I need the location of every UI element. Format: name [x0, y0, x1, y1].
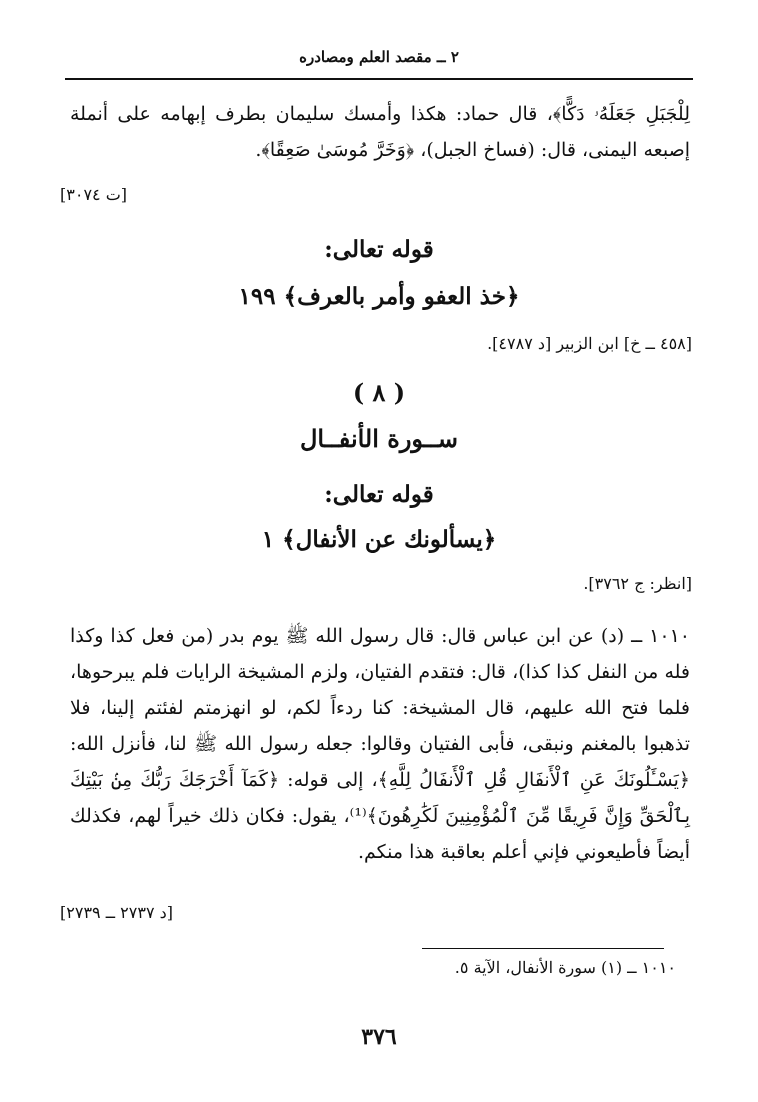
heading-qawl-1: قوله تعالى:	[324, 236, 434, 263]
hadith-1010: ١٠١٠ ــ (د) عن ابن عباس قال: قال رسول الله ﷺ يوم بدر (من فعل كذا وكذا فله من النفل كذا كذا)، قال: فتقدم الفتيان، ولزم المشيخة الرايات فلم يبرحوها، فلما فتح الله عليهم، قال المشيخة: كنا ردءاً لكم، لو انهزمتم لفئتم إلينا، فلا تذهبوا بالمغنم ونبقى، فأبى الفتيان وقالوا: جعله رسول الله ﷺ لنا، فأنزل الله: ﴿يَسْـَٔلُونَكَ عَنِ ٱلْأَنفَالِ قُلِ ٱلْأَنفَالُ لِلَّهِ﴾، إلى قوله: ﴿كَمَآ أَخْرَجَكَ رَبُّكَ مِنۢ بَيْتِكَ بِٱلْحَقِّ وَإِنَّ فَرِيقًا مِّنَ ٱلْمُؤْمِنِينَ لَكَٰرِهُونَ﴾⁽¹⁾، يقول: فكان ذلك خيراً لهم، فكذلك أيضاً فأطيعوني فإني أعلم بعاقبة هذا منكم.	[70, 625, 690, 863]
heading-verse-1: ﴿يسألونك عن الأنفال﴾ ١	[261, 526, 497, 553]
heading-verse-199: ﴿خذ العفو وأمر بالعرف﴾ ١٩٩	[238, 283, 520, 310]
ref-abu-dawud: [د ٢٧٣٧ ــ ٢٧٣٩]	[60, 903, 173, 922]
heading-qawl-2: قوله تعالى:	[324, 481, 434, 508]
footnote: ١٠١٠ ــ (١) سورة الأنفال، الآية ٥.	[454, 958, 676, 977]
surah-number: ( ٨ )	[352, 378, 406, 407]
ref-anzur: [انظر: ج ٣٧٦٢].	[583, 574, 692, 593]
ref-tirmidhi: [ت ٣٠٧٤]	[60, 185, 128, 204]
running-head: ٢ ــ مقصد العلم ومصادره	[299, 48, 459, 66]
header-rule	[65, 78, 693, 80]
paragraph-top: لِلْجَبَلِ جَعَلَهُۥ دَكًّا﴾، قال حماد: هكذا وأمسك سليمان بطرف إبهامه على أنملة إصبعه اليمنى، قال: (فساخ الجبل)، ﴿وَخَرَّ مُوسَىٰ صَعِقًا﴾.	[70, 103, 690, 161]
footnote-rule	[422, 948, 664, 949]
page-number: ٣٧٦	[361, 1024, 397, 1050]
surah-title: ســورة الأنفــال	[299, 424, 458, 453]
ref-458: [٤٥٨ ــ خ] ابن الزبير [د ٤٧٨٧].	[487, 334, 692, 353]
